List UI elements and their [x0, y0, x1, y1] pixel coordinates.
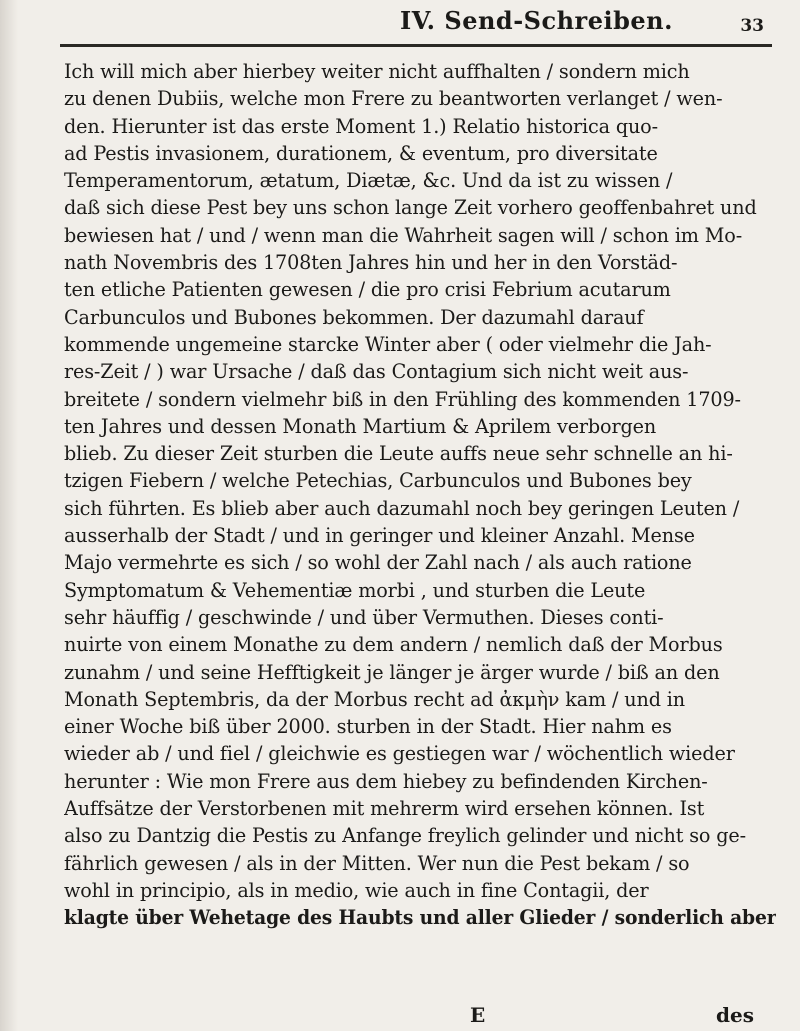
text-line: herunter : Wie mon Frere aus dem hiebey zu befindenden Kirchen-	[64, 769, 708, 793]
text-line: sich führten. Es blieb aber auch dazumahl noch bey geringen Leuten /	[64, 496, 740, 520]
text-line: bewiesen hat / und / wenn man die Wahrheit sagen will / schon im Mo-	[64, 223, 743, 247]
text-line: ten Jahres und dessen Monath Martium & Aprilem verborgen	[64, 414, 657, 438]
text-line: klagte über Wehetage des Haubts und aller Glieder / sonderlich aber	[64, 906, 776, 930]
text-line: wohl in principio, als in medio, wie auch in fine Contagii, der	[64, 878, 649, 902]
text-line: Symptomatum & Vehementiæ morbi , und sturben die Leute	[64, 578, 646, 602]
text-line: sehr häuffig / geschwinde / und über Vermuthen. Dieses conti-	[64, 605, 664, 629]
catchword: des	[716, 1003, 754, 1027]
text-line: ausserhalb der Stadt / und in geringer und kleiner Anzahl. Mense	[64, 524, 695, 548]
text-line: zunahm / und seine Hefftigkeit je länger je ärger wurde / biß an den	[64, 660, 720, 684]
text-line: Ich will mich aber hierbey weiter nicht auffhalten / sondern mich	[64, 60, 690, 83]
text-line: Monath Septembris, da der Morbus recht ad ἀκμὴν kam / und in	[64, 687, 685, 711]
text-line: Auffsätze der Verstorbenen mit mehrerm wird ersehen können. Ist	[64, 797, 705, 821]
page-gutter-shadow	[0, 0, 18, 1031]
text-line: Carbunculos und Bubones bekommen. Der dazumahl darauf	[64, 305, 644, 329]
text-line: einer Woche biß über 2000. sturben in der Stadt. Hier nahm es	[64, 715, 672, 739]
text-line: den. Hierunter ist das erste Moment 1.) Relatio historica quo-	[64, 114, 658, 138]
text-line: also zu Dantzig die Pestis zu Anfange freylich gelinder und nicht so ge-	[64, 824, 746, 848]
text-line: breitete / sondern vielmehr biß in den Frühling des kommenden 1709-	[64, 387, 741, 411]
header-rule	[60, 44, 772, 47]
text-line: tzigen Fiebern / welche Petechias, Carbunculos und Bubones bey	[64, 469, 692, 493]
text-line: ad Pestis invasionem, durationem, & eventum, pro diversitate	[64, 141, 658, 165]
text-line: fährlich gewesen / als in der Mitten. Wer nun die Pest bekam / so	[64, 851, 690, 875]
text-line: nuirte von einem Monathe zu dem andern / nemlich daß der Morbus	[64, 633, 723, 657]
text-line: daß sich diese Pest bey uns schon lange Zeit vorhero geoffenbahret und	[64, 196, 757, 220]
body-text	[64, 58, 776, 932]
page-header	[60, 0, 772, 52]
text-line: nath Novembris des 1708ten Jahres hin und her in den Vorstäd-	[64, 251, 678, 275]
text-line: res-Zeit / ) war Ursache / daß das Contagium sich nicht weit aus-	[64, 360, 689, 384]
page-number: 33	[740, 16, 764, 36]
text-line: wieder ab / und fiel / gleichwie es gestiegen war / wöchentlich wieder	[64, 742, 735, 766]
text-line: blieb. Zu dieser Zeit sturben die Leute auffs neue sehr schnelle an hi-	[64, 442, 733, 466]
text-line: ten etliche Patienten gewesen / die pro crisi Febrium acutarum	[64, 278, 671, 302]
text-line: kommende ungemeine starcke Winter aber ( oder vielmehr die Jah-	[64, 332, 712, 356]
text-line: Majo vermehrte es sich / so wohl der Zahl nach / als auch ratione	[64, 551, 692, 575]
text-line: zu denen Dubiis, welche mon Frere zu beantworten verlanget / wen-	[64, 87, 723, 111]
signature-mark: E	[470, 1003, 486, 1027]
text-line: Temperamentorum, ætatum, Diætæ, &c. Und da ist zu wissen /	[64, 169, 673, 193]
running-head: IV. Send-Schreiben.	[400, 6, 673, 35]
